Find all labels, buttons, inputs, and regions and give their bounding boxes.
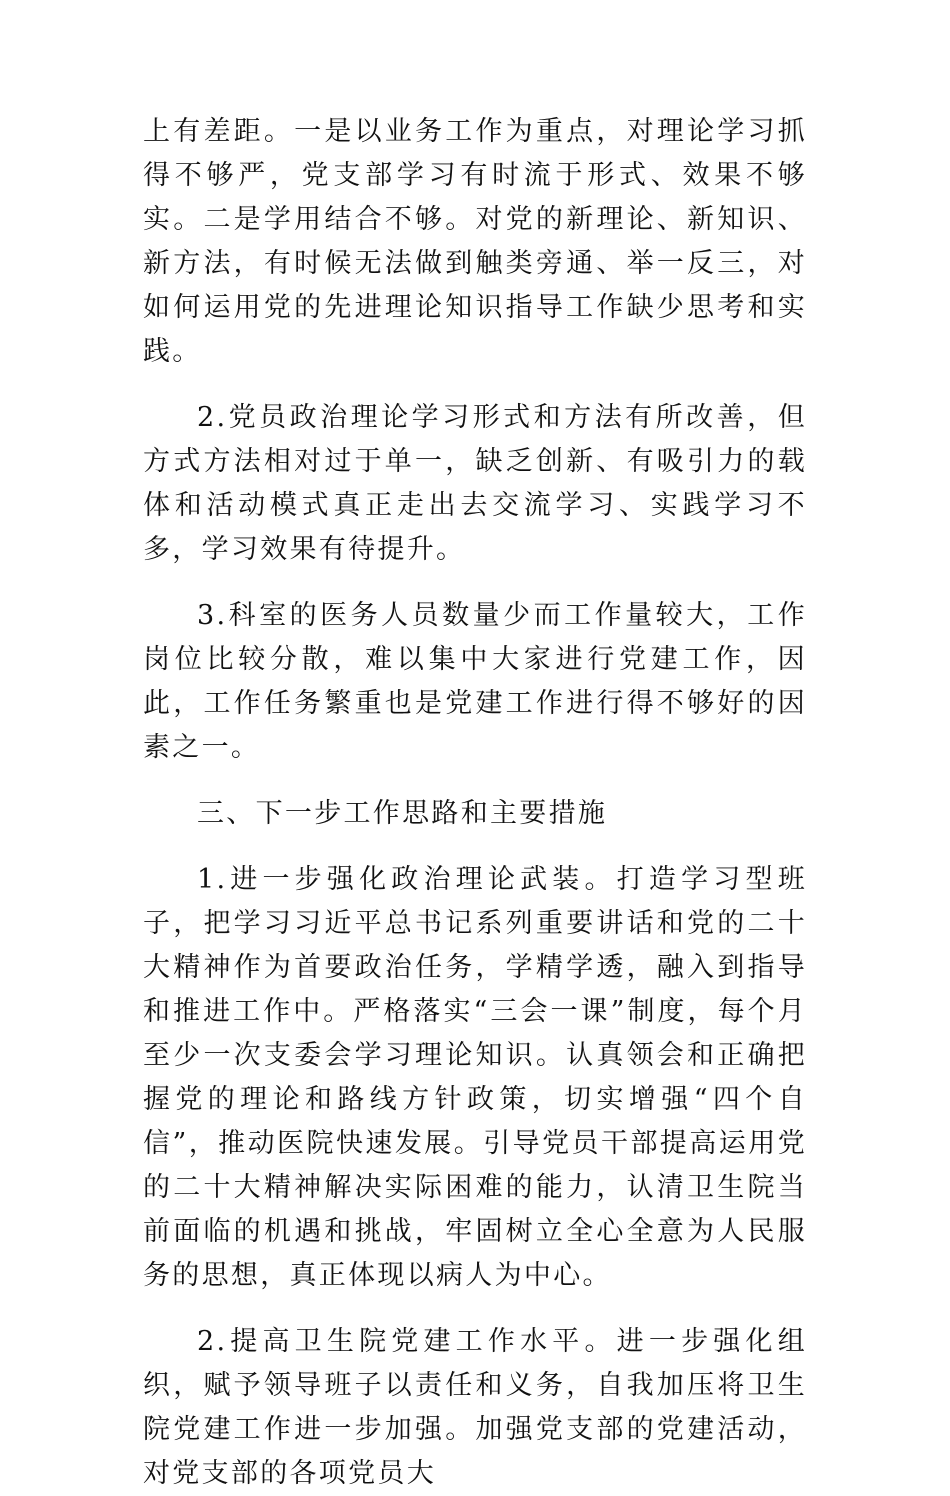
paragraph-continuation: 上有差距。一是以业务工作为重点，对理论学习抓得不够严，党支部学习有时流于形式、效果不够实。二是学用结合不够。对党的新理论、新知识、新方法，有时候无法做到触类旁通、举一反三，对如何运用党的先进理论知识指导工作缺少思考和实践。: [143, 116, 807, 367]
section-heading: 三、下一步工作思路和主要措施: [197, 798, 608, 829]
paragraph-item-2: 2.党员政治理论学习形式和方法有所改善，但方式方法相对过于单一，缺乏创新、有吸引力的载体和活动模式真正走出去交流学习、实践学习不多，学习效果有待提升。: [143, 402, 807, 565]
paragraph-measure-2: 2.提高卫生院党建工作水平。进一步强化组织，赋予领导班子以责任和义务，自我加压将卫生院党建工作进一步加强。加强党支部的党建活动，对党支部的各项党员大: [143, 1326, 807, 1489]
paragraph-measure-1: 1.进一步强化政治理论武装。打造学习型班子，把学习习近平总书记系列重要讲话和党的二十大精神作为首要政治任务，学精学透，融入到指导和推进工作中。严格落实“三会一课”制度，每个月至少一次支委会学习理论知识。认真领会和正确把握党的理论和路线方针政策，切实增强“四个自信”，推动医院快速发展。引导党员干部提高运用党的二十大精神解决实际困难的能力，认清卫生院当前面临的机遇和挑战，牢固树立全心全意为人民服务的思想，真正体现以病人为中心。: [143, 864, 807, 1291]
document-body: [143, 110, 807, 1496]
paragraph-item-3: 3.科室的医务人员数量少而工作量较大，工作岗位比较分散，难以集中大家进行党建工作，因此，工作任务繁重也是党建工作进行得不够好的因素之一。: [143, 600, 807, 763]
